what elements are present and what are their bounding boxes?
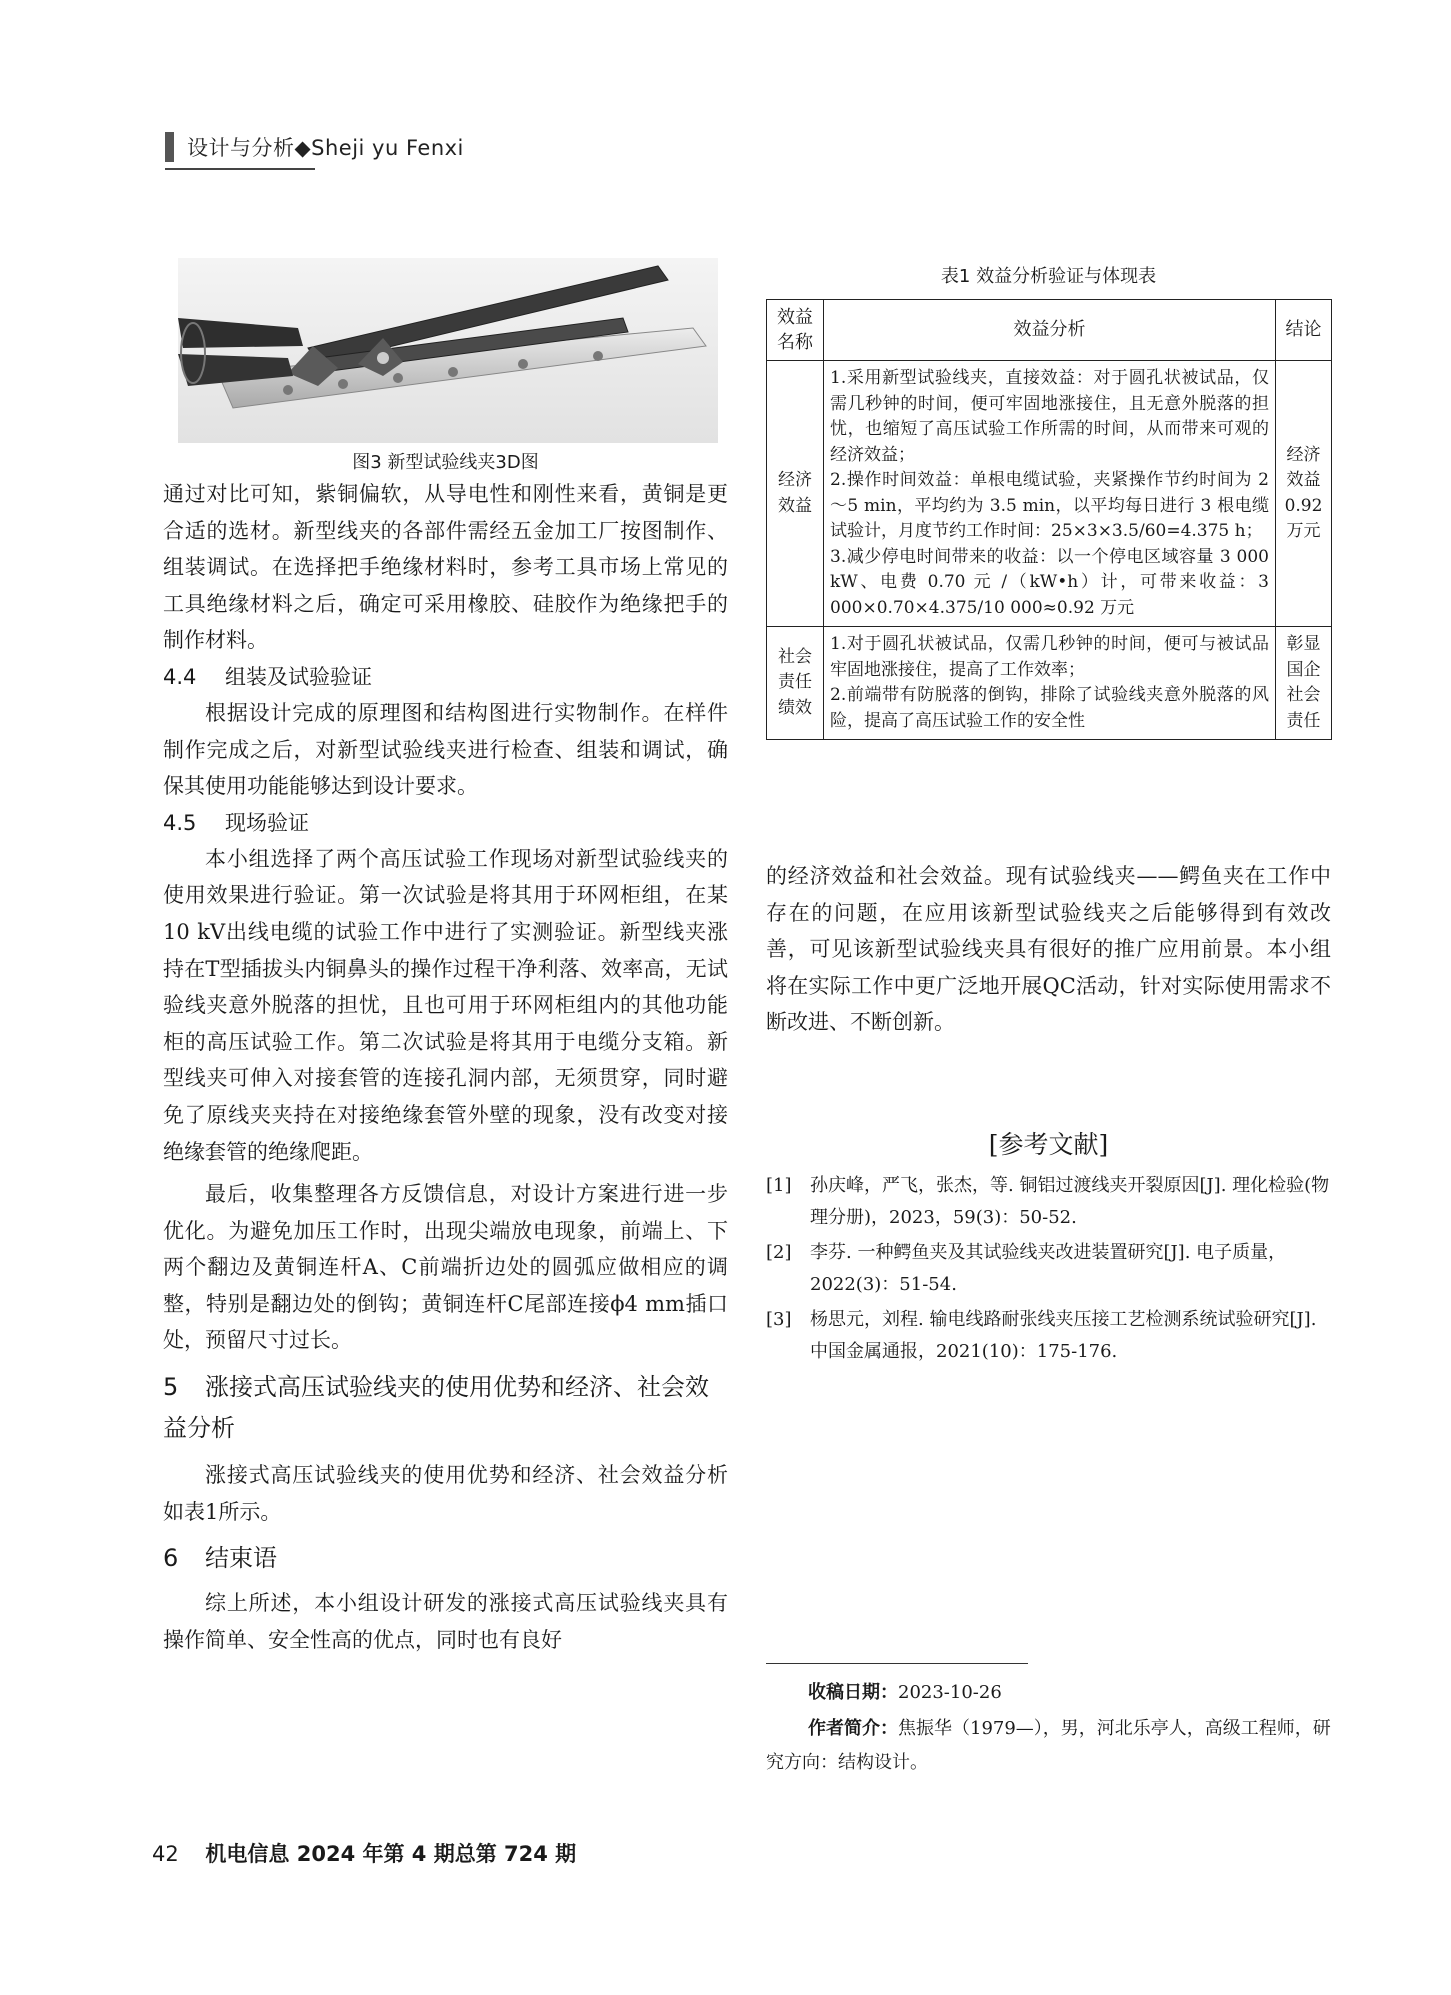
table-header-cell: 效益名称 — [767, 300, 824, 361]
analysis-line: 3.减少停电时间带来的收益：以一个停电区域容量 3 000 kW、电费 0.70 元 /（kW•h）计，可带来收益：3 000×0.70×4.375/10 000≈0.92 万元 — [830, 546, 1269, 618]
paragraph-3: 本小组选择了两个高压试验工作现场对新型试验线夹的使用效果进行验证。第一次试验是将其用于环网柜组，在某10 kV出线电缆的试验工作中进行了实测验证。新型线夹涨持在T型插拔头内铜鼻头的操作过程干净利落、效率高，无试验线夹意外脱落的担忧，且也可用于环网柜组内的其他功能柜的高压试验工作。第二次试验是将其用于电缆分支箱。新型线夹可伸入对接套管的连接孔洞内部，无须贯穿，同时避免了原线夹夹持在对接绝缘套管外壁的现象，没有改变对接绝缘套管的绝缘爬距。 — [163, 846, 728, 1164]
row-analysis-cell — [824, 361, 1276, 627]
heading-text: 组装及试验验证 — [225, 664, 372, 689]
heading-text: 涨接式高压试验线夹的使用优势和经济、社会效益分析 — [163, 1373, 709, 1443]
row-name-cell: 经济效益 — [767, 361, 824, 627]
figure-3-image — [178, 258, 718, 443]
table-header-cell: 结论 — [1276, 300, 1332, 361]
table-row — [767, 627, 1332, 740]
heading-text: 现场验证 — [225, 810, 309, 835]
paragraph-2: 根据设计完成的原理图和结构图进行实物制作。在样件制作完成之后，对新型试验线夹进行检查、组装和调试，确保其使用功能能够达到设计要求。 — [163, 700, 728, 799]
reference-text: 孙庆峰，严飞，张杰，等. 铜铝过渡线夹开裂原因[J]. 理化检验(物理分册)，2023，59(3)：50-52. — [810, 1175, 1330, 1228]
analysis-line: 1.对于圆孔状被试品，仅需几秒钟的时间，便可与被试品牢固地涨接住，提高了工作效率； — [830, 634, 1269, 680]
reference-item — [766, 1304, 1331, 1368]
author-info — [766, 1712, 1331, 1780]
clamp-3d-illustration — [178, 258, 718, 443]
row-conclusion-cell: 经济效益0.92万元 — [1276, 361, 1332, 627]
heading-4-4 — [163, 659, 728, 695]
table-title: 表1 效益分析验证与体现表 — [940, 266, 1157, 287]
heading-5 — [163, 1367, 728, 1449]
row-conclusion-cell: 彰显国企社会责任 — [1276, 627, 1332, 740]
heading-number: 5 — [163, 1373, 179, 1402]
figure-caption: 图3 新型试验线夹3D图 — [352, 452, 539, 473]
right-column — [766, 858, 1331, 1041]
page-footer — [152, 1838, 576, 1868]
paragraph-conclusion: 的经济效益和社会效益。现有试验线夹——鳄鱼夹在工作中存在的问题，在应用该新型试验线夹之后能够得到有效改善，可见该新型试验线夹具有很好的推广应用前景。本小组将在实际工作中更广泛地开展QC活动，针对实际使用需求不断改进、不断创新。 — [766, 864, 1331, 1035]
heading-number: 4.5 — [163, 810, 197, 835]
author-label: 作者简介： — [808, 1718, 898, 1739]
table-header-cell: 效益分析 — [824, 300, 1276, 361]
analysis-line: 2.操作时间效益：单根电缆试验，夹紧操作节约时间为 2～5 min，平均约为 3.5 min，以平均每日进行 3 根电缆试验计，月度节约工作时间：25×3×3.5/60=4.375 h； — [830, 470, 1269, 541]
header-bar — [165, 132, 174, 162]
running-header — [165, 128, 495, 168]
reference-number: [3] — [766, 1309, 792, 1330]
heading-6 — [163, 1538, 728, 1579]
row-name-cell: 社会责任绩效 — [767, 627, 824, 740]
heading-text: 结束语 — [205, 1544, 277, 1573]
table-row — [767, 361, 1332, 627]
heading-4-5 — [163, 805, 728, 841]
received-date — [766, 1676, 1331, 1710]
reference-number: [2] — [766, 1242, 792, 1263]
page-number: 42 — [152, 1842, 179, 1866]
row-analysis-cell — [824, 627, 1276, 740]
analysis-line: 2.前端带有防脱落的倒钩，排除了试验线夹意外脱落的风险，提高了高压试验工作的安全性 — [830, 685, 1269, 731]
heading-number: 6 — [163, 1544, 179, 1573]
received-label: 收稿日期： — [808, 1682, 898, 1703]
reference-number: [1] — [766, 1175, 792, 1196]
reference-item — [766, 1237, 1331, 1301]
received-value: 2023-10-26 — [898, 1682, 1002, 1703]
references-list — [766, 1170, 1331, 1371]
footnote-rule — [766, 1663, 1028, 1664]
heading-number: 4.4 — [163, 664, 197, 689]
author-value: 焦振华（1979—），男，河北乐亭人，高级工程师，研究方向：结构设计。 — [766, 1718, 1331, 1773]
table-header-row — [767, 300, 1332, 361]
benefit-table — [766, 299, 1332, 740]
references-title: [参考文献] — [988, 1130, 1109, 1159]
paragraph-1: 通过对比可知，紫铜偏软，从导电性和刚性来看，黄铜是更合适的选材。新型线夹的各部件需经五金加工厂按图制作、组装调试。在选择把手绝缘材料时，参考工具市场上常见的工具绝缘材料之后，确定可采用橡胶、硅胶作为绝缘把手的制作材料。 — [163, 482, 728, 653]
journal-info: 机电信息 2024 年第 4 期总第 724 期 — [205, 1842, 577, 1866]
reference-text: 李芬. 一种鳄鱼夹及其试验线夹改进装置研究[J]. 电子质量，2022(3)：51-54. — [810, 1242, 1287, 1295]
paragraph-6: 综上所述，本小组设计研发的涨接式高压试验线夹具有操作简单、安全性高的优点，同时也有良好 — [163, 1591, 728, 1652]
header-text: 设计与分析◆Sheji yu Fenxi — [187, 136, 464, 160]
left-column — [163, 476, 728, 1658]
reference-item — [766, 1170, 1331, 1234]
paragraph-5: 涨接式高压试验线夹的使用优势和经济、社会效益分析如表1所示。 — [163, 1463, 728, 1524]
reference-text: 杨思元，刘程. 输电线路耐张线夹压接工艺检测系统试验研究[J]. 中国金属通报，2021(10)：175-176. — [810, 1309, 1317, 1362]
header-rule — [165, 168, 315, 170]
analysis-line: 1.采用新型试验线夹，直接效益：对于圆孔状被试品，仅需几秒钟的时间，便可牢固地涨接住，且无意外脱落的担忧，也缩短了高压试验工作所需的时间，从而带来可观的经济效益； — [830, 368, 1269, 465]
paragraph-4: 最后，收集整理各方反馈信息，对设计方案进行进一步优化。为避免加压工作时，出现尖端放电现象，前端上、下两个翻边及黄铜连杆A、C前端折边处的圆弧应做相应的调整，特别是翻边处的倒钩；黄铜连杆C尾部连接ϕ4 mm插口处，预留尺寸过长。 — [163, 1182, 728, 1353]
